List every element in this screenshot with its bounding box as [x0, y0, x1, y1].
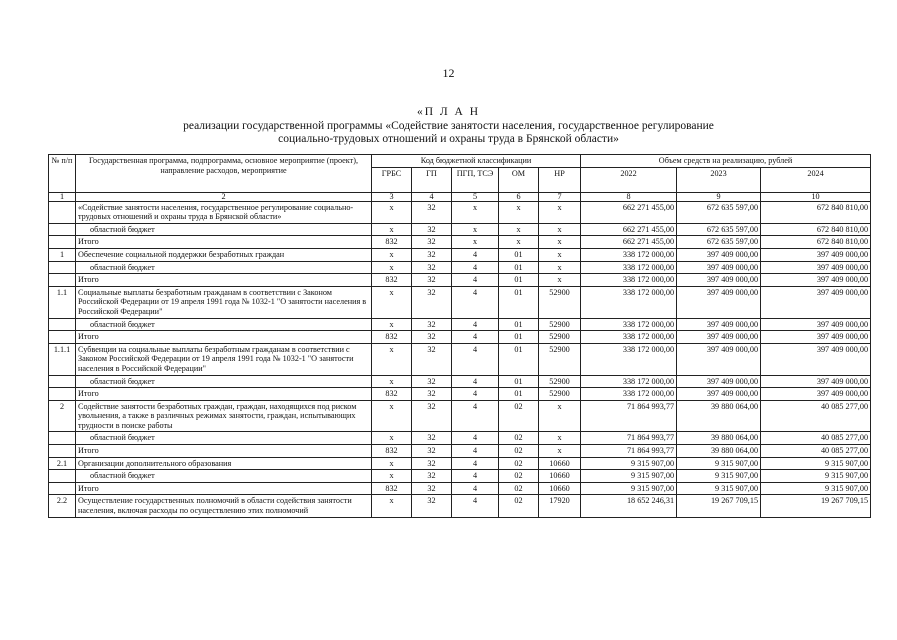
row-name: Итого	[76, 331, 372, 344]
row-value-2024: 40 085 277,00	[761, 432, 871, 445]
row-value-2022: 338 172 000,00	[581, 375, 677, 388]
row-number	[49, 318, 76, 331]
row-grbs: x	[372, 432, 412, 445]
table-row	[49, 343, 871, 375]
row-value-2023: 9 315 907,00	[677, 470, 761, 483]
row-pgp: 4	[452, 274, 499, 287]
row-value-2022: 338 172 000,00	[581, 318, 677, 331]
row-value-2023: 672 635 597,00	[677, 223, 761, 236]
row-value-2024: 397 409 000,00	[761, 261, 871, 274]
row-grbs: 832	[372, 482, 412, 495]
row-value-2023: 9 315 907,00	[677, 457, 761, 470]
row-name: «Содействие занятости населения, государственное регулирование социально-трудовых отношений и охраны труда в Брянской области»	[76, 201, 372, 223]
row-om: 02	[499, 445, 539, 458]
row-name: областной бюджет	[76, 223, 372, 236]
table-row	[49, 248, 871, 261]
row-number	[49, 375, 76, 388]
row-grbs: 832	[372, 445, 412, 458]
table-row	[49, 236, 871, 249]
document-title	[0, 106, 897, 147]
row-om: 02	[499, 482, 539, 495]
row-value-2024: 397 409 000,00	[761, 248, 871, 261]
row-name: Обеспечение социальной поддержки безработных граждан	[76, 248, 372, 261]
row-value-2024: 397 409 000,00	[761, 375, 871, 388]
row-value-2024: 397 409 000,00	[761, 286, 871, 318]
row-np: 10660	[539, 457, 581, 470]
row-pgp: x	[452, 201, 499, 223]
title-line-3: социально-трудовых отношений и охраны труда в Брянской области»	[278, 133, 619, 145]
column-number: 3	[372, 192, 412, 201]
row-np: 52900	[539, 388, 581, 401]
row-number	[49, 261, 76, 274]
row-value-2024: 397 409 000,00	[761, 388, 871, 401]
row-np: 17920	[539, 495, 581, 517]
row-gp: 32	[412, 236, 452, 249]
row-value-2024: 672 840 810,00	[761, 223, 871, 236]
row-name: областной бюджет	[76, 470, 372, 483]
row-om: 02	[499, 470, 539, 483]
row-pgp: 4	[452, 470, 499, 483]
row-np: x	[539, 400, 581, 432]
row-value-2023: 397 409 000,00	[677, 375, 761, 388]
row-number	[49, 388, 76, 401]
row-np: x	[539, 261, 581, 274]
row-value-2023: 672 635 597,00	[677, 236, 761, 249]
row-value-2023: 397 409 000,00	[677, 388, 761, 401]
row-value-2022: 662 271 455,00	[581, 236, 677, 249]
row-name: областной бюджет	[76, 432, 372, 445]
column-number: 7	[539, 192, 581, 201]
row-value-2023: 39 880 064,00	[677, 432, 761, 445]
row-value-2022: 18 652 246,31	[581, 495, 677, 517]
row-np: 52900	[539, 318, 581, 331]
header-kbk: Код бюджетной классификации	[372, 155, 581, 168]
column-number: 1	[49, 192, 76, 201]
row-om: 01	[499, 261, 539, 274]
row-np: 52900	[539, 343, 581, 375]
row-value-2024: 397 409 000,00	[761, 331, 871, 344]
column-number: 5	[452, 192, 499, 201]
row-value-2024: 40 085 277,00	[761, 400, 871, 432]
row-grbs: 832	[372, 388, 412, 401]
table-row	[49, 445, 871, 458]
header-num: № п/п	[49, 155, 76, 193]
column-number: 2	[76, 192, 372, 201]
page-number: 12	[442, 66, 455, 80]
row-value-2024: 397 409 000,00	[761, 343, 871, 375]
row-pgp: 4	[452, 400, 499, 432]
row-name: Итого	[76, 445, 372, 458]
row-om: 01	[499, 375, 539, 388]
header-np: НР	[539, 167, 581, 192]
row-np: x	[539, 445, 581, 458]
row-number	[49, 236, 76, 249]
row-grbs: x	[372, 223, 412, 236]
row-gp: 32	[412, 248, 452, 261]
row-gp: 32	[412, 261, 452, 274]
row-pgp: 4	[452, 432, 499, 445]
row-gp: 32	[412, 445, 452, 458]
row-om: 02	[499, 495, 539, 517]
row-pgp: 4	[452, 445, 499, 458]
row-name: Организации дополнительного образования	[76, 457, 372, 470]
row-name: Осуществление государственных полномочий в области содействия занятости населения, включая расходы по осуществлению этих полномочий	[76, 495, 372, 517]
row-grbs: x	[372, 248, 412, 261]
row-number	[49, 445, 76, 458]
row-value-2022: 71 864 993,77	[581, 400, 677, 432]
row-name: Итого	[76, 236, 372, 249]
header-om: ОМ	[499, 167, 539, 192]
row-gp: 32	[412, 286, 452, 318]
row-om: x	[499, 223, 539, 236]
row-value-2024: 672 840 810,00	[761, 201, 871, 223]
row-om: 01	[499, 388, 539, 401]
row-grbs: x	[372, 470, 412, 483]
row-name: Содействие занятости безработных граждан, граждан, находящихся под риском увольнения, а также в различных режимах занятости, граждан, испытывающих трудности в поиске работы	[76, 400, 372, 432]
row-pgp: 4	[452, 375, 499, 388]
row-value-2022: 9 315 907,00	[581, 470, 677, 483]
row-number: 2	[49, 400, 76, 432]
row-name: Итого	[76, 482, 372, 495]
row-pgp: x	[452, 223, 499, 236]
row-name: областной бюджет	[76, 318, 372, 331]
row-pgp: x	[452, 236, 499, 249]
row-om: x	[499, 236, 539, 249]
row-pgp: 4	[452, 388, 499, 401]
row-pgp: 4	[452, 482, 499, 495]
row-pgp: 4	[452, 286, 499, 318]
row-om: 01	[499, 248, 539, 261]
row-name: Социальные выплаты безработным гражданам в соответствии с Законом Российской Федерации от 19 апреля 1991 года № 1032-1 "О занятости населения в Российской Федерации"	[76, 286, 372, 318]
row-number	[49, 201, 76, 223]
row-grbs: 832	[372, 274, 412, 287]
row-value-2022: 338 172 000,00	[581, 388, 677, 401]
row-np: x	[539, 201, 581, 223]
row-om: 02	[499, 457, 539, 470]
table-row	[49, 201, 871, 223]
row-value-2022: 71 864 993,77	[581, 445, 677, 458]
row-grbs: x	[372, 375, 412, 388]
title-line-2: реализации государственной программы «Содействие занятости населения, государственное регулирование	[183, 119, 714, 132]
row-grbs: x	[372, 261, 412, 274]
plan-table-body	[49, 201, 871, 517]
row-value-2022: 662 271 455,00	[581, 201, 677, 223]
column-number: 9	[677, 192, 761, 201]
row-value-2024: 672 840 810,00	[761, 236, 871, 249]
header-pgp: ПГП, ТСЭ	[452, 167, 499, 192]
table-row	[49, 432, 871, 445]
row-value-2023: 39 880 064,00	[677, 445, 761, 458]
row-gp: 32	[412, 318, 452, 331]
row-value-2022: 338 172 000,00	[581, 286, 677, 318]
row-value-2022: 9 315 907,00	[581, 482, 677, 495]
row-grbs: 832	[372, 331, 412, 344]
row-value-2024: 19 267 709,15	[761, 495, 871, 517]
header-2024: 2024	[761, 167, 871, 192]
row-pgp: 4	[452, 457, 499, 470]
row-gp: 32	[412, 400, 452, 432]
row-number	[49, 470, 76, 483]
row-gp: 32	[412, 495, 452, 517]
row-np: x	[539, 432, 581, 445]
row-value-2024: 9 315 907,00	[761, 470, 871, 483]
row-number	[49, 223, 76, 236]
row-name: Итого	[76, 274, 372, 287]
row-value-2023: 397 409 000,00	[677, 261, 761, 274]
row-value-2023: 397 409 000,00	[677, 286, 761, 318]
table-row	[49, 400, 871, 432]
table-row	[49, 470, 871, 483]
row-value-2023: 397 409 000,00	[677, 331, 761, 344]
column-number: 8	[581, 192, 677, 201]
row-gp: 32	[412, 343, 452, 375]
row-pgp: 4	[452, 248, 499, 261]
row-om: 01	[499, 318, 539, 331]
row-value-2024: 9 315 907,00	[761, 457, 871, 470]
row-gp: 32	[412, 201, 452, 223]
row-pgp: 4	[452, 331, 499, 344]
table-row	[49, 261, 871, 274]
row-number: 2.2	[49, 495, 76, 517]
row-value-2024: 40 085 277,00	[761, 445, 871, 458]
row-grbs: x	[372, 400, 412, 432]
header-grbs: ГРБС	[372, 167, 412, 192]
row-np: x	[539, 223, 581, 236]
row-value-2022: 338 172 000,00	[581, 343, 677, 375]
row-om: 01	[499, 343, 539, 375]
row-value-2022: 338 172 000,00	[581, 274, 677, 287]
table-row	[49, 388, 871, 401]
row-grbs: x	[372, 318, 412, 331]
row-value-2022: 9 315 907,00	[581, 457, 677, 470]
row-value-2023: 397 409 000,00	[677, 343, 761, 375]
table-row	[49, 375, 871, 388]
table-row	[49, 286, 871, 318]
row-np: x	[539, 236, 581, 249]
row-np: 52900	[539, 375, 581, 388]
row-gp: 32	[412, 432, 452, 445]
row-grbs: x	[372, 457, 412, 470]
row-value-2023: 19 267 709,15	[677, 495, 761, 517]
row-om: 01	[499, 274, 539, 287]
table-row	[49, 457, 871, 470]
row-value-2024: 397 409 000,00	[761, 318, 871, 331]
row-number: 1.1	[49, 286, 76, 318]
plan-table	[48, 154, 871, 518]
row-pgp: 4	[452, 318, 499, 331]
row-np: 10660	[539, 482, 581, 495]
row-om: 01	[499, 331, 539, 344]
row-grbs: 832	[372, 236, 412, 249]
table-row	[49, 331, 871, 344]
row-pgp: 4	[452, 495, 499, 517]
row-grbs: x	[372, 201, 412, 223]
header-2023: 2023	[677, 167, 761, 192]
row-number	[49, 274, 76, 287]
header-name: Государственная программа, подпрограмма, основное мероприятие (проект), направление расходов, мероприятие	[76, 155, 372, 193]
row-gp: 32	[412, 375, 452, 388]
row-om: x	[499, 201, 539, 223]
column-number: 10	[761, 192, 871, 201]
row-value-2022: 338 172 000,00	[581, 248, 677, 261]
row-gp: 32	[412, 457, 452, 470]
row-number: 1	[49, 248, 76, 261]
column-number: 4	[412, 192, 452, 201]
row-number	[49, 331, 76, 344]
row-gp: 32	[412, 482, 452, 495]
row-value-2023: 397 409 000,00	[677, 248, 761, 261]
table-row	[49, 223, 871, 236]
header-volume: Объем средств на реализацию, рублей	[581, 155, 871, 168]
title-line-1: «П Л А Н	[416, 106, 481, 118]
row-gp: 32	[412, 331, 452, 344]
row-value-2022: 662 271 455,00	[581, 223, 677, 236]
row-om: 02	[499, 432, 539, 445]
row-value-2023: 672 635 597,00	[677, 201, 761, 223]
row-gp: 32	[412, 274, 452, 287]
row-gp: 32	[412, 388, 452, 401]
row-name: областной бюджет	[76, 375, 372, 388]
row-value-2022: 71 864 993,77	[581, 432, 677, 445]
row-value-2022: 338 172 000,00	[581, 261, 677, 274]
row-value-2024: 9 315 907,00	[761, 482, 871, 495]
table-row	[49, 274, 871, 287]
row-np: x	[539, 248, 581, 261]
row-pgp: 4	[452, 261, 499, 274]
row-grbs: x	[372, 343, 412, 375]
row-number	[49, 482, 76, 495]
row-value-2023: 39 880 064,00	[677, 400, 761, 432]
row-name: Итого	[76, 388, 372, 401]
row-value-2022: 338 172 000,00	[581, 331, 677, 344]
row-np: 52900	[539, 331, 581, 344]
row-np: 10660	[539, 470, 581, 483]
row-number	[49, 432, 76, 445]
row-value-2023: 397 409 000,00	[677, 274, 761, 287]
row-number: 1.1.1	[49, 343, 76, 375]
row-np: 52900	[539, 286, 581, 318]
column-number-row	[49, 192, 871, 201]
row-pgp: 4	[452, 343, 499, 375]
row-grbs: x	[372, 495, 412, 517]
row-gp: 32	[412, 470, 452, 483]
row-grbs: x	[372, 286, 412, 318]
header-2022: 2022	[581, 167, 677, 192]
column-number: 6	[499, 192, 539, 201]
row-number: 2.1	[49, 457, 76, 470]
row-value-2023: 397 409 000,00	[677, 318, 761, 331]
row-gp: 32	[412, 223, 452, 236]
table-row	[49, 495, 871, 517]
row-value-2024: 397 409 000,00	[761, 274, 871, 287]
row-np: x	[539, 274, 581, 287]
table-row	[49, 482, 871, 495]
row-name: областной бюджет	[76, 261, 372, 274]
row-om: 02	[499, 400, 539, 432]
row-name: Субвенции на социальные выплаты безработным гражданам в соответствии с Законом Российской Федерации от 19 апреля 1991 года № 1032-1 "О занятости населения в Российской Федерации"	[76, 343, 372, 375]
table-row	[49, 318, 871, 331]
row-value-2023: 9 315 907,00	[677, 482, 761, 495]
row-om: 01	[499, 286, 539, 318]
header-gp: ГП	[412, 167, 452, 192]
